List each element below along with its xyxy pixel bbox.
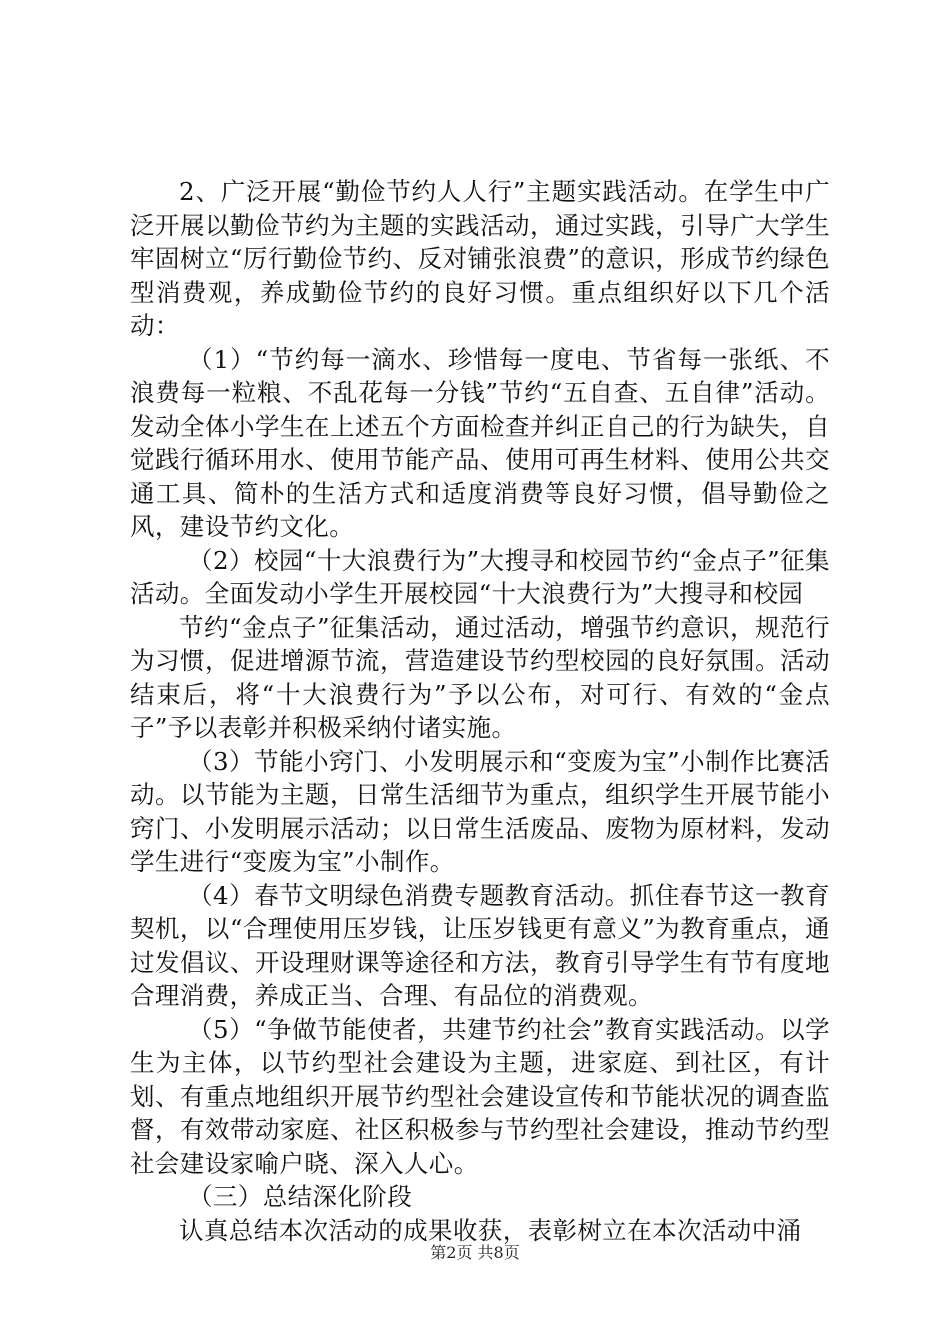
paragraph-item-5: （5）“争做节能使者，共建节约社会”教育实践活动。以学生为主体，以节约型社会建设为主题，进家庭、到社区，有计划、有重点地组织开展节约型社会建设宣传和节能状况的调查监督，有效带动家庭、社区积极参与节约型社会建设，推动节约型社会建设家喻户晓、深入人心。 [130,1014,830,1178]
paragraph-theme-activity: 2、广泛开展“勤俭节约人人行”主题实践活动。在学生中广泛开展以勤俭节约为主题的实践活动，通过实践，引导广大学生牢固树立“厉行勤俭节约、反对铺张浪费”的意识，形成节约绿色型消费观，养成勤俭节约的良好习惯。重点组织好以下几个活动： [130,177,830,340]
section-heading-summary: （三）总结深化阶段 [188,1182,413,1211]
paragraph-item-3: （3）节能小窍门、小发明展示和“变废为宝”小制作比赛活动。以节能为主题，日常生活细节为重点，组织学生开展节能小窍门、小发明展示活动；以日常生活废品、废物为原材料，发动学生进行“变废为宝”小制作。 [130,746,830,876]
page-number-footer: 第2页 共8页 [430,1243,520,1262]
document-body [130,175,830,1247]
paragraph-item-2: （2）校园“十大浪费行为”大搜寻和校园节约“金点子”征集活动。全面发动小学生开展校园“十大浪费行为”大搜寻和校园 [130,545,830,608]
paragraph-summary: 认真总结本次活动的成果收获，表彰树立在本次活动中涌 [179,1215,802,1245]
paragraph-item-4: （4）春节文明绿色消费专题教育活动。抓住春节这一教育契机，以“合理使用压岁钱，让压岁钱更有意义”为教育重点，通过发倡议、开设理财课等途径和方法，教育引导学生有节有度地合理消费，养成正当、合理、有品位的消费观。 [130,880,830,1010]
paragraph-item-2-continued: 节约“金点子”征集活动，通过活动，增强节约意识，规范行为习惯，促进增源节流，营造建设节约型校园的良好氛围。活动结束后，将“十大浪费行为”予以公布，对可行、有效的“金点子”予以表彰并积极采纳付诸实施。 [130,612,830,742]
paragraph-item-1: （1）“节约每一滴水、珍惜每一度电、节省每一张纸、不浪费每一粒粮、不乱花每一分钱”节约“五自查、五自律”活动。发动全体小学生在上述五个方面检查并纠正自己的行为缺失，自觉践行循环用水、使用节能产品、使用可再生材料、使用公共交通工具、简朴的生活方式和适度消费等良好习惯，倡导勤俭之风，建设节约文化。 [130,344,830,541]
